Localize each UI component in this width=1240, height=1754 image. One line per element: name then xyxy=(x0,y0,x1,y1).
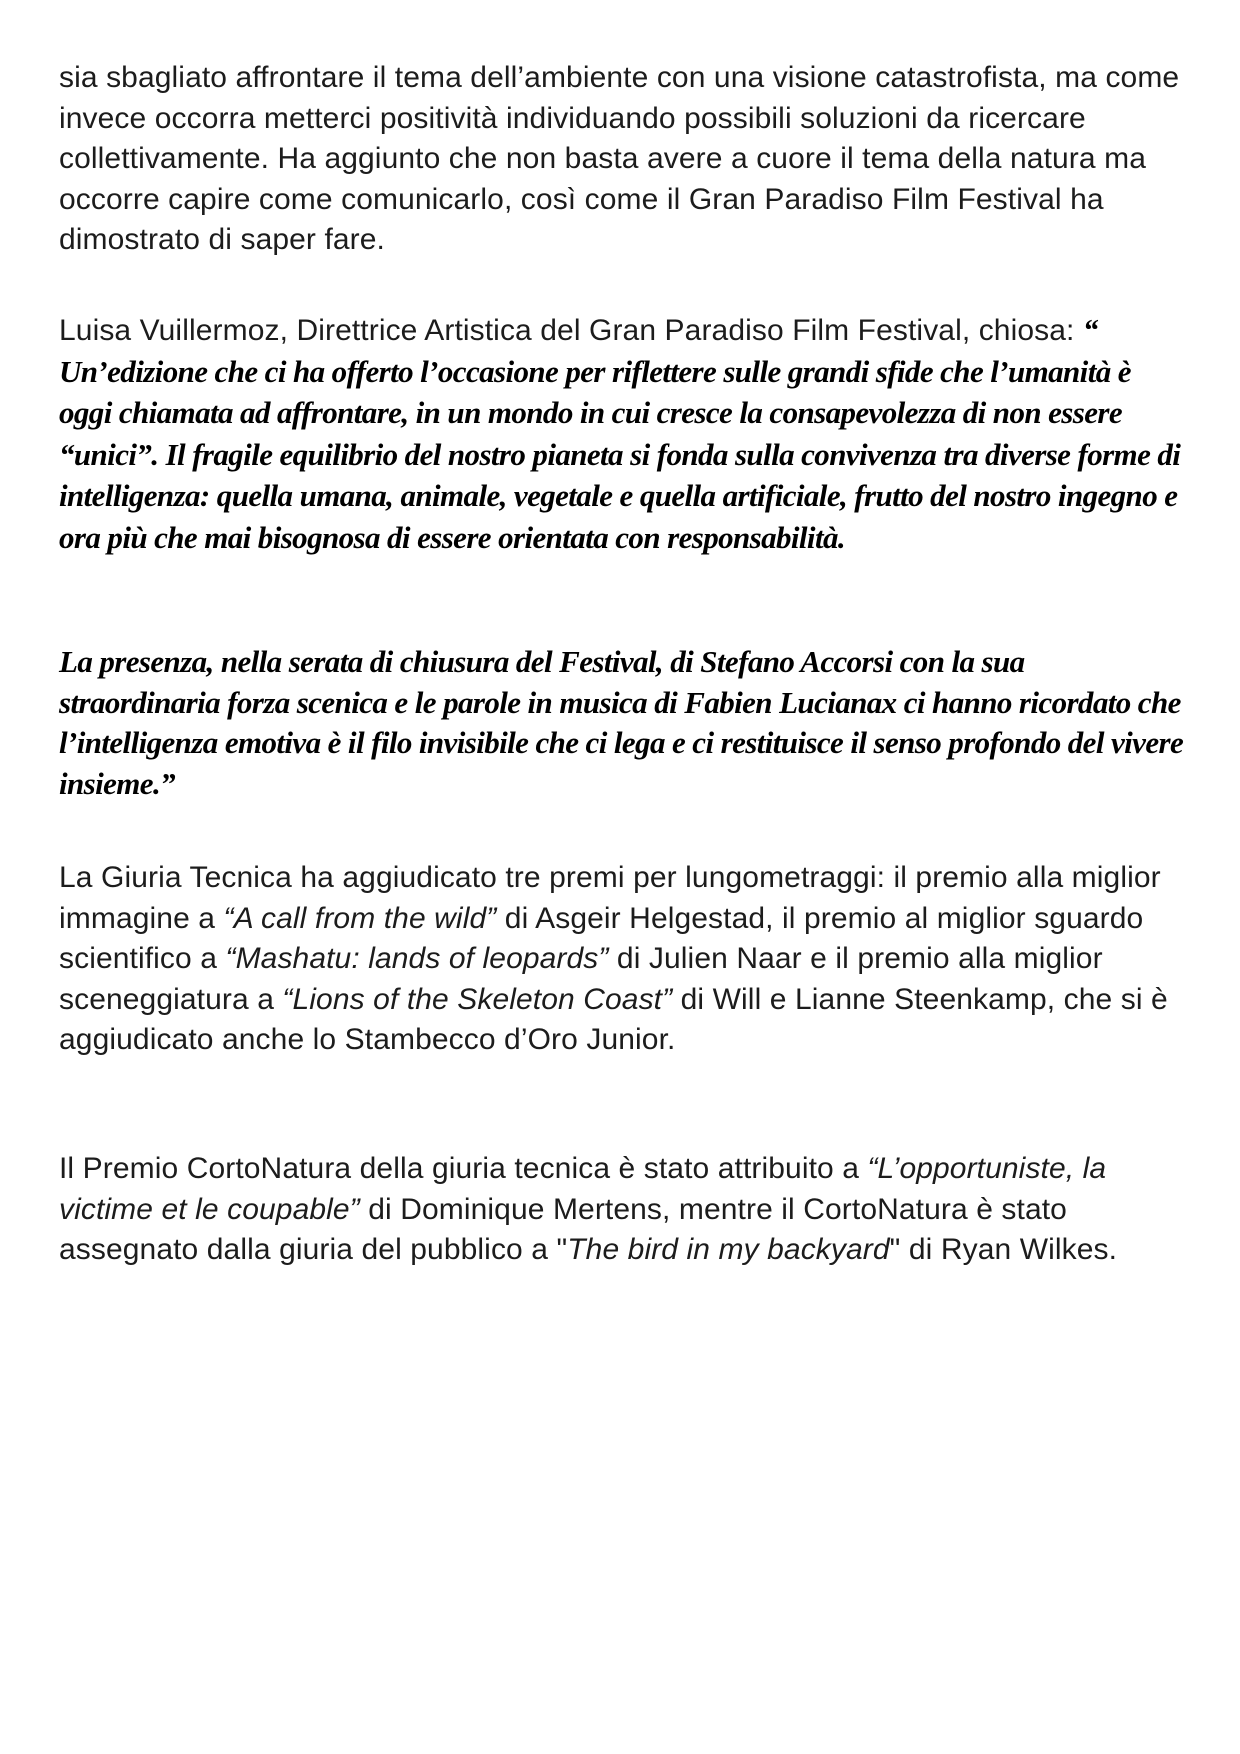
paragraph-text xyxy=(59,310,1189,559)
paragraph-text xyxy=(59,1149,1189,1271)
film-title: “A call from the wild” xyxy=(223,901,497,935)
closing-quote: La presenza, nella serata di chiusura del Festival, di Stefano Accorsi con la sua straordinaria forza scenica e le parole in musica di Fabien Lucianax ci hanno ricordato che l’intelligenza emotiva è il filo invisibile che ci lega e ci restituisce il senso profondo del vivere insieme.” xyxy=(59,644,1184,801)
text-segment: di Dominique Mertens, mentre il CortoNatura è stato assegnato dalla giuria del pubblico a " xyxy=(59,1192,1067,1266)
paragraph-technical-jury-awards xyxy=(59,858,1189,1061)
film-title: “L’opportuniste, la victime et le coupable” xyxy=(59,1152,1107,1226)
paragraph-text: sia sbagliato affrontare il tema dell’ambiente con una visione catastrofista, ma come invece occorra metterci positività individuando possibili soluzioni da ricercare collettivamente. Ha aggiunto che non basta avere a cuore il tema della natura ma occorre capire come comunicarlo, così come il Gran Paradiso Film Festival ha dimostrato di saper fare. xyxy=(59,61,1180,256)
text-segment: " di Ryan Wilkes. xyxy=(889,1233,1118,1266)
text-segment: Il Premio CortoNatura della giuria tecnica è stato attribuito a xyxy=(59,1152,868,1185)
film-title: “Lions of the Skeleton Coast” xyxy=(282,982,673,1016)
text-segment: di Asgeir Helgestad, il premio al miglior sguardo scientifico a xyxy=(59,901,1144,975)
text-segment: di Julien Naar e il premio alla miglior sceneggiatura a xyxy=(59,942,1103,1016)
film-title: The bird in my backyard xyxy=(567,1233,890,1266)
paragraph-closing-evening-quote xyxy=(59,642,1189,804)
paragraph-environment-vision xyxy=(59,58,1189,261)
paragraph-text xyxy=(59,858,1189,1061)
paragraph-director-quote xyxy=(59,310,1189,559)
film-title: “Mashatu: lands of leopards” xyxy=(225,942,609,975)
text-segment: di Will e Lianne Steenkamp, che si è aggiudicato anche lo Stambecco d’Oro Junior. xyxy=(59,982,1168,1056)
director-quote: “ Un’edizione che ci ha offerto l’occasione per riflettere sulle grandi sfide che l’umanità è oggi chiamata ad affrontare, in un mondo in cui cresce la consapevolezza di non essere “unici”. Il fragile equilibrio del nostro pianeta si fonda sulla convivenza tra diverse forme di intelligenza: quella umana, animale, vegetale e quella artificiale, frutto del nostro ingegno e ora più che mai bisognosa di essere orientata con responsabilità. xyxy=(59,312,1181,555)
quote-intro: Luisa Vuillermoz, Direttrice Artistica del Gran Paradiso Film Festival, chiosa: xyxy=(59,314,1083,347)
text-segment: La Giuria Tecnica ha aggiudicato tre premi per lungometraggi: il premio alla miglior immagine a xyxy=(59,861,1161,935)
paragraph-cortonatura-awards xyxy=(59,1149,1189,1271)
